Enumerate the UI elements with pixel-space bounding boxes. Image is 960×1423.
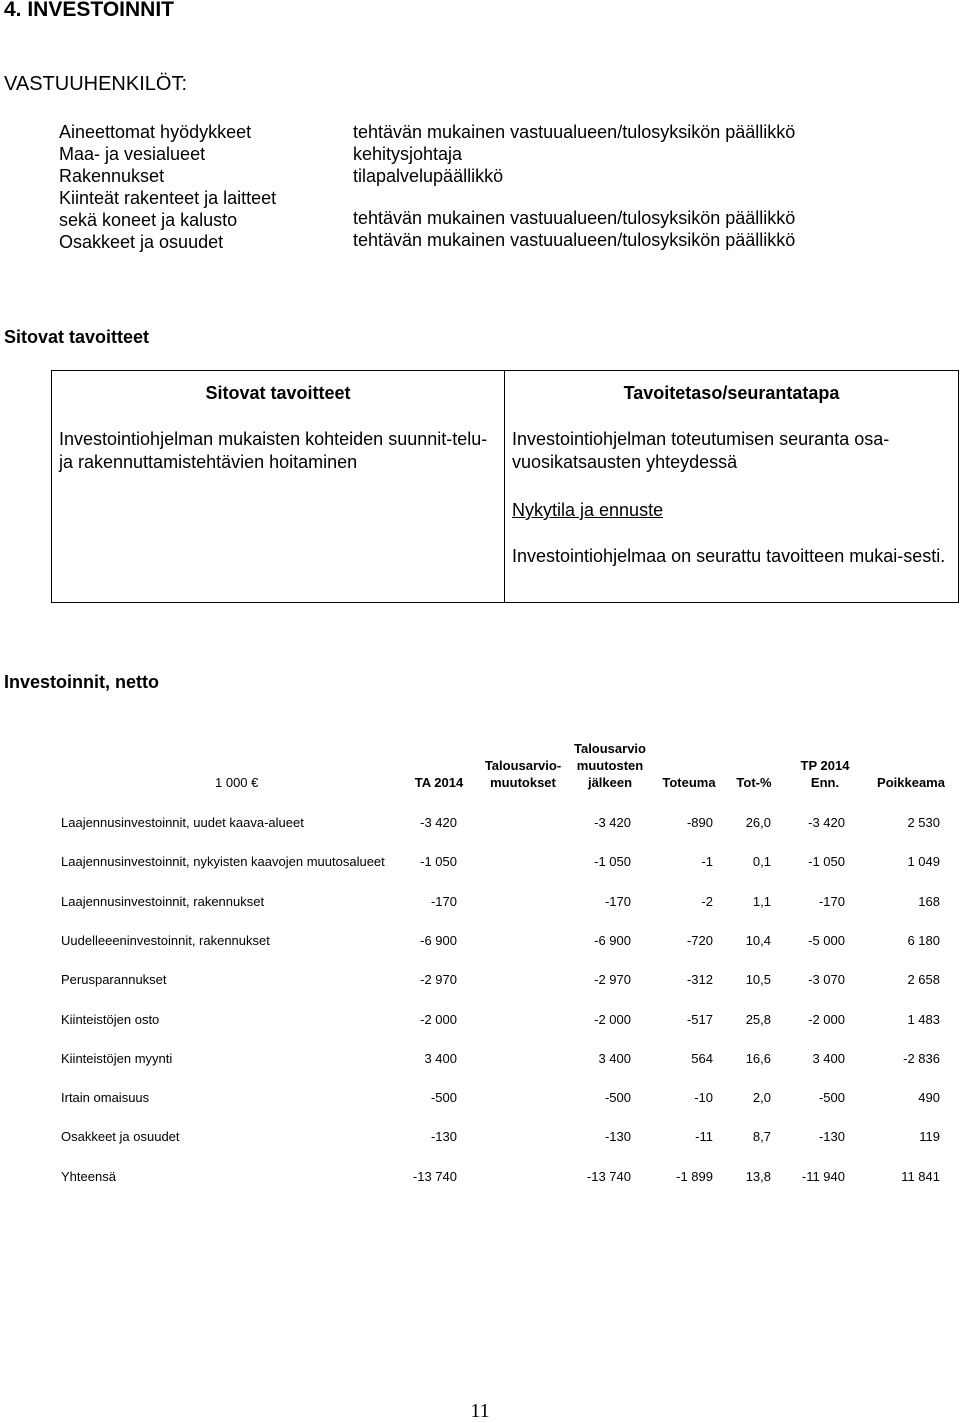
table-cell-ta: -1 050 <box>420 854 457 870</box>
goals-right-header: Tavoitetaso/seurantatapa <box>623 383 840 403</box>
column-header: Tot-% <box>736 775 772 790</box>
table-cell-tot: 0,1 <box>752 854 771 870</box>
table-cell-tot: 16,6 <box>745 1050 771 1066</box>
goals-table-divider <box>504 370 505 603</box>
column-header: Toteuma <box>662 775 716 790</box>
goals-left-text: Investointiohjelman mukaisten kohteiden suunnit-telu- ja rakennuttamistehtävien hoitaminen <box>59 429 488 472</box>
table-cell-poikkeama: 6 180 <box>907 932 940 948</box>
table-cell-tot: 26,0 <box>745 815 771 830</box>
table-cell-toteuma: 564 <box>691 1050 713 1066</box>
table-row-label: Osakkeet ja osuudet <box>61 1129 180 1145</box>
goals-section-title: Sitovat tavoitteet <box>4 327 150 347</box>
table-row-label: Perusparannukset <box>61 972 167 988</box>
table-cell-poikkeama: 2 530 <box>907 815 940 830</box>
column-header: Talousarvio muutosten jälkeen <box>573 741 646 790</box>
table-cell-tp: -3 420 <box>808 815 845 830</box>
table-cell-toteuma: -720 <box>686 932 713 948</box>
goals-left-header: Sitovat tavoitteet <box>205 383 351 403</box>
table-row-label: Yhteensä <box>61 1168 116 1184</box>
investments-section-title: Investoinnit, netto <box>4 672 159 692</box>
table-cell-toteuma: -11 <box>695 1129 713 1145</box>
table-cell-toteuma: -517 <box>686 1011 713 1027</box>
table-cell-jalkeen: -1 050 <box>594 854 631 870</box>
column-header: TP 2014 Enn. <box>800 758 850 790</box>
area-item: Rakennukset <box>59 166 165 186</box>
table-cell-tp: 3 400 <box>812 1050 845 1066</box>
table-cell-ta: -2 970 <box>420 972 457 988</box>
column-header: Poikkeama <box>877 775 945 790</box>
table-row-label: Irtain omaisuus <box>61 1090 150 1106</box>
table-cell-ta: -6 900 <box>420 932 457 948</box>
column-header: TA 2014 <box>414 775 464 790</box>
table-cell-jalkeen: -6 900 <box>594 932 631 948</box>
area-item: Aineettomat hyödykkeet <box>59 122 252 142</box>
table-cell-poikkeama: 1 483 <box>907 1011 940 1027</box>
table-cell-tot: 13,8 <box>745 1168 771 1184</box>
table-cell-tot: 1,1 <box>752 893 771 909</box>
table-cell-tp: -3 070 <box>808 972 845 988</box>
table-cell-tp: -500 <box>818 1090 845 1106</box>
table-cell-poikkeama: 11 841 <box>901 1168 940 1184</box>
person-item: tehtävän mukainen vastuualueen/tulosyksikön päällikkö <box>353 122 796 142</box>
table-cell-tot: 10,4 <box>745 932 771 948</box>
table-cell-tp: -130 <box>818 1129 845 1145</box>
area-item: Maa- ja vesialueet <box>59 144 206 164</box>
table-cell-ta: -170 <box>430 893 457 909</box>
table-cell-tot: 25,8 <box>745 1011 771 1027</box>
table-cell-jalkeen: -2 970 <box>594 972 631 988</box>
status-text: Investointiohjelmaa on seurattu tavoitteen mukai-sesti. <box>512 546 946 566</box>
person-item: tilapalvelupäällikkö <box>353 166 504 186</box>
table-cell-poikkeama: 168 <box>918 893 940 909</box>
table-cell-tp: -170 <box>818 893 845 909</box>
table-row-label: Kiinteistöjen osto <box>61 1011 160 1027</box>
table-cell-poikkeama: 2 658 <box>907 972 940 988</box>
goals-right-text: Investointiohjelman toteutumisen seuranta osa-vuosikatsausten yhteydessä <box>512 429 890 472</box>
table-cell-tp: -11 940 <box>801 1168 845 1184</box>
unit-label: 1 000 € <box>215 775 259 790</box>
table-cell-ta: -500 <box>430 1090 457 1106</box>
table-cell-jalkeen: -130 <box>604 1129 631 1145</box>
page-title: 4. INVESTOINNIT <box>4 0 174 21</box>
person-item: tehtävän mukainen vastuualueen/tulosyksikön päällikkö <box>353 230 796 250</box>
spacer <box>353 187 795 207</box>
table-cell-tp: -1 050 <box>808 854 845 870</box>
column-header: Talousarvio-muutokset <box>484 758 562 790</box>
table-cell-poikkeama: 1 049 <box>907 854 940 870</box>
table-cell-poikkeama: 490 <box>918 1090 940 1106</box>
table-cell-toteuma: -890 <box>686 815 713 830</box>
table-cell-ta: -13 740 <box>412 1168 457 1184</box>
table-cell-toteuma: -1 899 <box>676 1168 713 1184</box>
table-cell-ta: 3 400 <box>424 1050 457 1066</box>
person-item: kehitysjohtaja <box>353 144 463 164</box>
table-cell-tot: 8,7 <box>752 1129 771 1145</box>
table-cell-jalkeen: -2 000 <box>594 1011 631 1027</box>
table-cell-tp: -5 000 <box>808 932 845 948</box>
table-cell-toteuma: -2 <box>701 893 713 909</box>
goals-table <box>51 370 959 603</box>
table-row-label: Kiinteistöjen myynti <box>61 1050 173 1066</box>
area-item: Kiinteät rakenteet ja laitteet <box>59 188 277 208</box>
status-title: Nykytila ja ennuste <box>512 500 664 520</box>
table-row-label: Laajennusinvestoinnit, nykyisten kaavojen muutosalueet <box>61 854 385 870</box>
table-cell-tot: 2,0 <box>752 1090 771 1106</box>
table-cell-ta: -2 000 <box>420 1011 457 1027</box>
table-cell-toteuma: -312 <box>686 972 713 988</box>
responsible-heading: VASTUUHENKILÖT: <box>4 73 187 95</box>
table-cell-jalkeen: -3 420 <box>594 815 631 830</box>
responsible-areas <box>59 121 276 253</box>
table-row-label: Laajennusinvestoinnit, rakennukset <box>61 893 265 909</box>
table-cell-tp: -2 000 <box>808 1011 845 1027</box>
person-item: tehtävän mukainen vastuualueen/tulosyksikön päällikkö <box>353 208 796 228</box>
table-row-label: Laajennusinvestoinnit, uudet kaava-alueet <box>61 815 304 830</box>
table-cell-jalkeen: -170 <box>604 893 631 909</box>
table-cell-jalkeen: 3 400 <box>598 1050 631 1066</box>
table-cell-jalkeen: -13 740 <box>586 1168 631 1184</box>
table-cell-toteuma: -10 <box>694 1090 713 1106</box>
responsible-persons <box>353 121 795 251</box>
table-row-label: Uudelleeeninvestoinnit, rakennukset <box>61 932 270 948</box>
table-cell-tot: 10,5 <box>745 972 771 988</box>
table-cell-ta: -130 <box>430 1129 457 1145</box>
table-cell-toteuma: -1 <box>701 854 713 870</box>
area-item: sekä koneet ja kalusto <box>59 210 238 230</box>
table-cell-jalkeen: -500 <box>604 1090 631 1106</box>
table-cell-poikkeama: 119 <box>919 1129 940 1145</box>
area-item: Osakkeet ja osuudet <box>59 232 224 252</box>
table-cell-ta: -3 420 <box>420 815 457 830</box>
table-cell-poikkeama: -2 836 <box>903 1050 940 1066</box>
page-number: 11 <box>470 1400 490 1422</box>
